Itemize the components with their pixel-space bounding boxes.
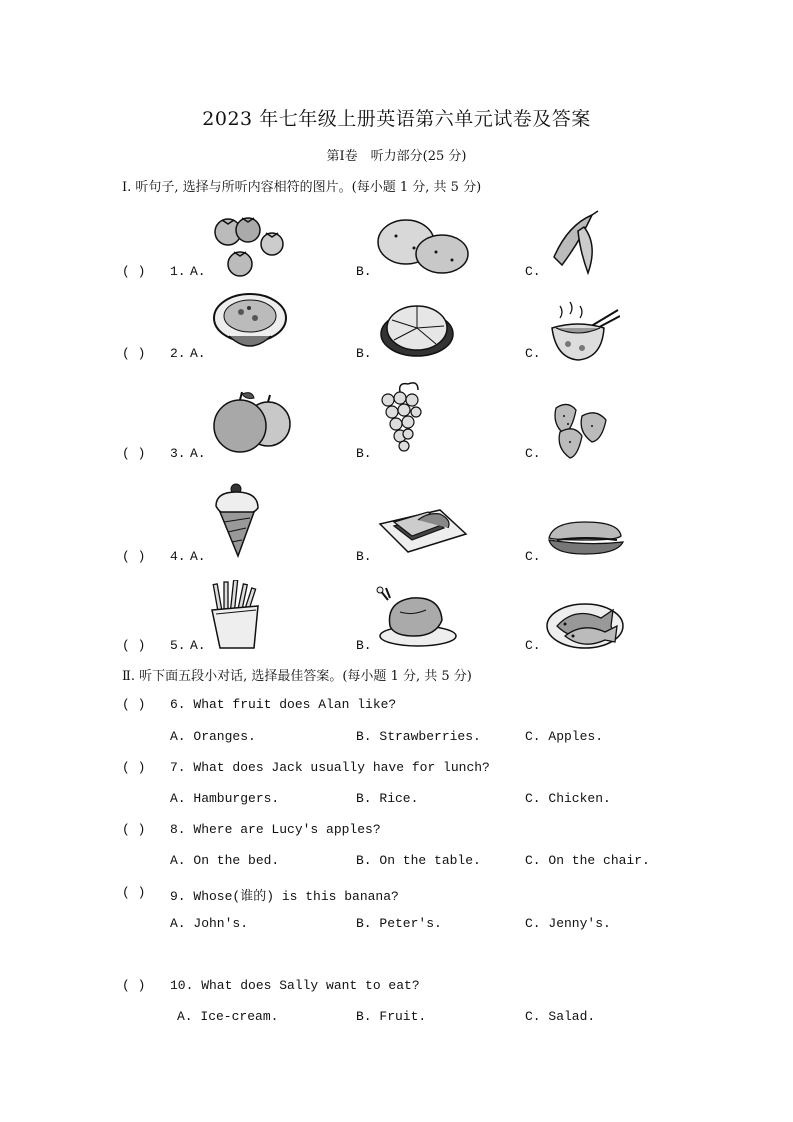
option-c: C. Chicken. [525, 791, 611, 806]
fish-plate-picture [545, 596, 625, 650]
answer-blank[interactable]: ( ) [122, 697, 146, 712]
answer-blank[interactable]: ( ) [122, 885, 146, 900]
option-c-label: C. [525, 264, 541, 279]
answer-blank[interactable]: ( ) [122, 346, 146, 361]
question-text: 10. What does Sally want to eat? [170, 978, 420, 993]
pizza-picture [378, 296, 456, 358]
option-c: C. Jenny's. [525, 916, 611, 931]
option-b-label: B. [356, 346, 372, 361]
option-a-label: A. [190, 346, 206, 361]
grapes-picture [378, 380, 424, 456]
question-number: 1. [170, 264, 186, 279]
question-text: 6. What fruit does Alan like? [170, 697, 397, 712]
option-c: C. On the chair. [525, 853, 650, 868]
question-text: 8. Where are Lucy's apples? [170, 822, 381, 837]
potatoes-picture [376, 214, 472, 276]
answer-blank[interactable]: ( ) [122, 446, 146, 461]
option-c: C. Apples. [525, 729, 604, 744]
option-c: C. Salad. [525, 1009, 596, 1024]
option-c-label: C. [525, 346, 541, 361]
option-a-label: A. [190, 446, 206, 461]
question-text: 7. What does Jack usually have for lunch? [170, 760, 490, 775]
answer-blank[interactable]: ( ) [122, 978, 146, 993]
option-b: B. Strawberries. [356, 729, 481, 744]
answer-blank[interactable]: ( ) [122, 638, 146, 653]
option-a: A. On the bed. [170, 853, 280, 868]
apples-picture [212, 390, 294, 454]
answer-blank[interactable]: ( ) [122, 760, 146, 775]
option-a: A. Oranges. [170, 729, 256, 744]
salad-bowl-picture [211, 290, 289, 354]
option-a-label: A. [190, 264, 206, 279]
option-b-label: B. [356, 446, 372, 461]
section-1-heading: Ⅰ. 听句子, 选择与所听内容相符的图片。(每小题 1 分, 共 5 分) [122, 180, 482, 195]
answer-blank[interactable]: ( ) [122, 822, 146, 837]
noodles-bowl-picture [548, 298, 620, 364]
option-b-label: B. [356, 549, 372, 564]
question-number: 3. [170, 446, 186, 461]
question-number: 2. [170, 346, 186, 361]
option-a-label: A. [190, 638, 206, 653]
option-b: B. Peter's. [356, 916, 442, 931]
ice-cream-picture [212, 482, 262, 558]
sandwich-picture [378, 504, 468, 554]
tomatoes-picture [210, 210, 290, 278]
option-c-label: C. [525, 549, 541, 564]
roast-chicken-picture [376, 586, 458, 648]
section-2-heading: Ⅱ. 听下面五段小对话, 选择最佳答案。(每小题 1 分, 共 5 分) [122, 669, 472, 684]
option-b: B. Rice. [356, 791, 419, 806]
paper-subtitle: 第Ⅰ卷 听力部分(25 分) [326, 149, 467, 164]
hot-dog-picture [547, 516, 625, 558]
option-b-label: B. [356, 264, 372, 279]
page-title: 2023 年七年级上册英语第六单元试卷及答案 [202, 108, 591, 130]
option-c-label: C. [525, 638, 541, 653]
option-b: B. Fruit. [356, 1009, 427, 1024]
option-b-label: B. [356, 638, 372, 653]
beans-picture [548, 207, 604, 279]
strawberries-picture [548, 398, 610, 460]
option-a: A. John's. [170, 916, 249, 931]
question-number: 5. [170, 638, 186, 653]
option-a-label: A. [190, 549, 206, 564]
french-fries-picture [208, 580, 264, 650]
option-c-label: C. [525, 446, 541, 461]
answer-blank[interactable]: ( ) [122, 264, 146, 279]
answer-blank[interactable]: ( ) [122, 549, 146, 564]
option-a: A. Ice-cream. [177, 1009, 279, 1024]
question-number: 4. [170, 549, 186, 564]
question-text: 9. Whose(谁的) is this banana? [170, 889, 399, 904]
option-a: A. Hamburgers. [170, 791, 280, 806]
option-b: B. On the table. [356, 853, 481, 868]
